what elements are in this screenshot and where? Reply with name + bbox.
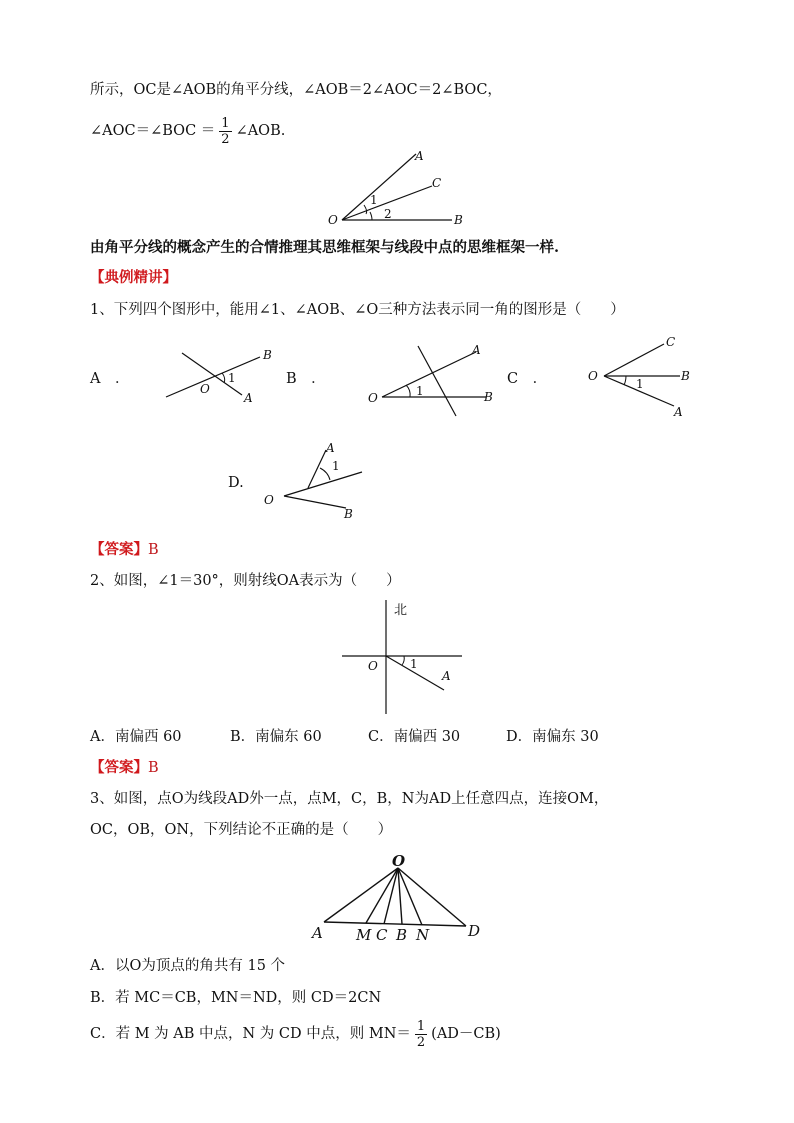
q1d-label-b: B [344,507,353,521]
q2-answer-value: B [148,760,159,776]
intro-line-1: 所示，OC是∠AOB的角平分线，∠AOB＝2∠AOC＝2∠BOC， [90,82,502,98]
q1-option-a: A ． [90,371,130,387]
q1a-label-a: A [244,391,253,405]
q1c-label-o: O [588,369,598,383]
q2-label-o: O [368,659,378,673]
q2-option-c: C．南偏西 30 [368,729,461,745]
q1-figure-d [260,436,380,522]
q2-answer-tag: 【答案】 [90,759,148,776]
q2-option-a: A．南偏西 60 [90,729,182,745]
q1b-label-o: O [368,391,378,405]
q1-option-d: D. [228,475,244,491]
q1c-label-a: A [674,405,683,419]
q1-figure-c [586,334,706,418]
intro-fraction-num: 1 [221,115,230,131]
q2-label-1: 1 [410,657,418,671]
q1a-label-b: B [263,348,272,362]
intro-line-2-end: ∠AOB. [235,123,286,139]
q1-stem: 1、下列四个图形中，能用∠1、∠AOB、∠O三种方法表示同一角的图形是（ ） [90,302,625,318]
bisector-label-o: O [328,213,338,227]
q3-label-a: A [312,924,323,942]
bisector-figure [320,148,480,232]
q1d-label-o: O [264,493,274,507]
q1b-label-1: 1 [416,384,424,398]
q1-option-b: B ． [286,371,326,387]
q3-label-m: M [356,926,372,944]
q1-answer-tag: 【答案】 [90,541,148,558]
q1c-label-c: C [666,335,676,349]
bisector-label-a: A [415,149,424,163]
q3-figure [308,850,488,946]
q2-stem: 2、如图，∠1＝30°，则射线OA表示为（ ） [90,573,401,589]
q2-answer [90,758,159,778]
q3-option-a: A．以O为顶点的角共有 15 个 [90,958,286,974]
q3-option-c-fraction [415,1019,427,1050]
q1b-label-a: A [472,343,481,357]
q3-fraction-num: 1 [416,1018,426,1034]
q2-option-b: B．南偏东 60 [230,729,322,745]
q3-label-b: B [396,926,408,944]
q3-option-c-start: C．若 M 为 AB 中点，N 为 CD 中点，则 MN＝ [90,1026,411,1042]
q1b-label-b: B [484,390,493,404]
q2-label-north: 北 [394,603,408,618]
q3-stem-line-1: 3、如图，点O为线段AD外一点，点M，C，B，N为AD上任意四点，连接OM， [90,791,609,807]
bisector-label-c: C [432,176,442,190]
q2-compass-figure [340,598,470,718]
bisector-label-1: 1 [370,193,378,207]
q1-option-c: C ． [507,371,548,387]
q1c-label-1: 1 [636,377,644,391]
thinking-framework: 由角平分线的概念产生的合情推理其思维框架与线段中点的思维框架一样. [90,239,560,256]
q1d-label-a: A [326,441,335,455]
section-title: 【典例精讲】 [90,269,177,286]
q3-label-o: O [392,852,406,870]
q1-answer [90,540,159,560]
q3-option-c [90,1016,501,1052]
q3-fraction-den: 2 [416,1034,426,1050]
q3-label-d: D [468,922,481,940]
q3-option-b: B．若 MC＝CB，MN＝ND，则 CD＝2CN [90,990,382,1006]
intro-line-2 [90,114,285,148]
q1d-label-1: 1 [332,459,340,473]
intro-fraction [219,116,231,147]
q1-answer-value: B [148,542,159,558]
q3-option-c-end: (AD－CB) [431,1026,501,1042]
q1-figure-a [160,345,280,405]
q1a-label-o: O [200,382,210,396]
q1c-label-b: B [681,369,690,383]
q3-label-c: C [376,926,388,944]
q3-stem-line-2: OC，OB，ON，下列结论不正确的是（ ） [90,822,393,838]
q2-option-d: D．南偏东 30 [506,729,599,745]
q1a-label-1: 1 [228,371,236,385]
q3-label-n: N [416,926,430,944]
q2-label-a: A [442,669,451,683]
intro-fraction-den: 2 [221,131,230,147]
q1-figure-b [368,340,508,410]
bisector-label-b: B [454,213,463,227]
bisector-label-2: 2 [384,207,392,221]
intro-line-2-start: ∠AOC＝∠BOC ＝ [90,123,216,139]
